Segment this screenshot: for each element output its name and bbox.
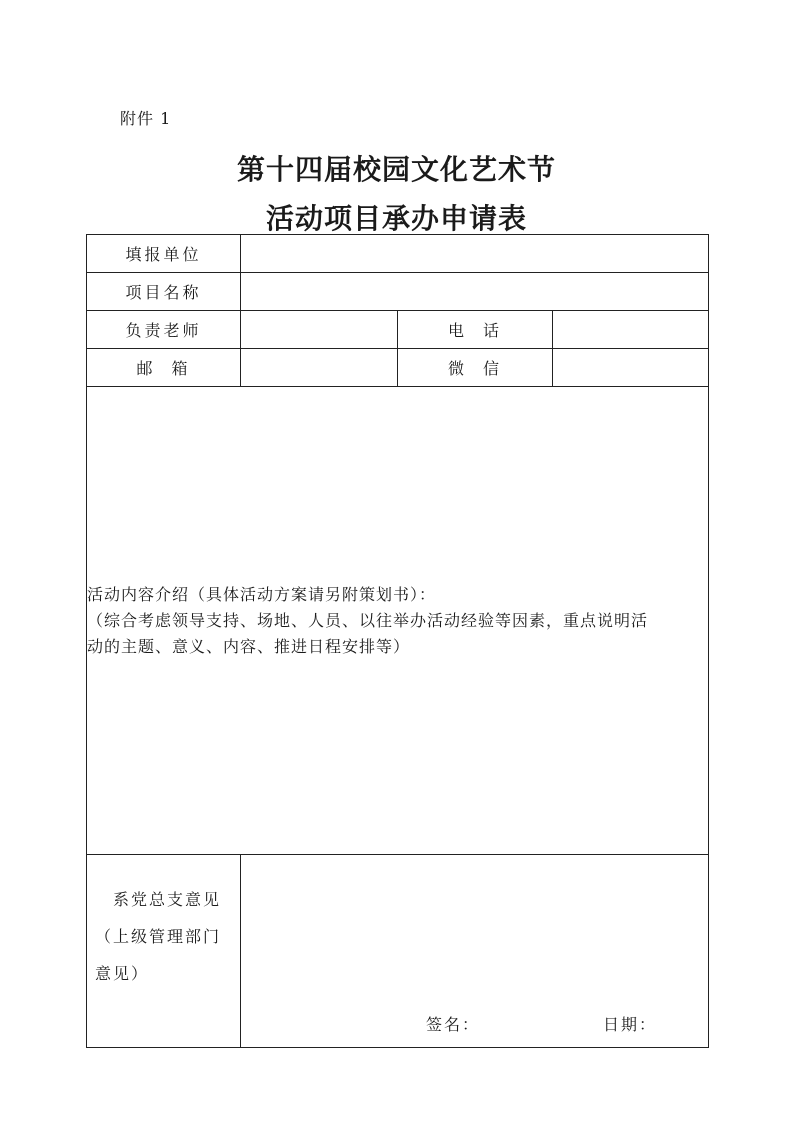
wechat-label-b: 信 [483, 359, 503, 378]
wechat-label [398, 349, 553, 387]
form-title-line2: 活动项目承办申请表 [265, 202, 527, 235]
opinion-field[interactable] [241, 855, 709, 1048]
opinion-label [87, 855, 241, 1048]
sign-label: 签名： [426, 1015, 481, 1034]
row-project [87, 273, 709, 311]
opinion-label-3: 意见） [95, 964, 150, 983]
row-unit [87, 235, 709, 273]
row-opinion [87, 855, 709, 1048]
wechat-field[interactable] [553, 349, 709, 387]
email-field[interactable] [241, 349, 398, 387]
phone-label-b: 话 [483, 321, 503, 340]
content-field[interactable] [87, 387, 709, 855]
phone-label [398, 311, 553, 349]
opinion-label-2: （上级管理部门 [95, 927, 222, 946]
teacher-label: 负责老师 [87, 311, 241, 349]
phone-label-a: 电 [447, 321, 467, 340]
content-note-2: 动的主题、意义、内容、推进日程安排等） [87, 636, 411, 656]
row-email-wechat [87, 349, 709, 387]
row-content [87, 387, 709, 855]
project-label: 项目名称 [87, 273, 241, 311]
unit-label: 填报单位 [87, 235, 241, 273]
row-teacher-phone [87, 311, 709, 349]
email-label [87, 349, 241, 387]
opinion-label-1: 系党总支意见 [113, 890, 222, 909]
attachment-label: 附件 1 [120, 109, 172, 128]
form-title-line1: 第十四届校园文化艺术节 [236, 153, 556, 186]
teacher-field[interactable] [241, 311, 398, 349]
content-note-1: （综合考虑领导支持、场地、人员、以往举办活动经验等因素，重点说明活 [87, 610, 649, 630]
phone-field[interactable] [553, 311, 709, 349]
project-field[interactable] [241, 273, 709, 311]
wechat-label-a: 微 [447, 359, 467, 378]
email-label-a: 邮 [136, 359, 156, 378]
date-label: 日期： [603, 1015, 658, 1034]
unit-field[interactable] [241, 235, 709, 273]
email-label-b: 箱 [171, 359, 191, 378]
application-form-table [86, 234, 709, 1048]
content-title: 活动内容介绍（具体活动方案请另附策划书）： [87, 584, 437, 604]
